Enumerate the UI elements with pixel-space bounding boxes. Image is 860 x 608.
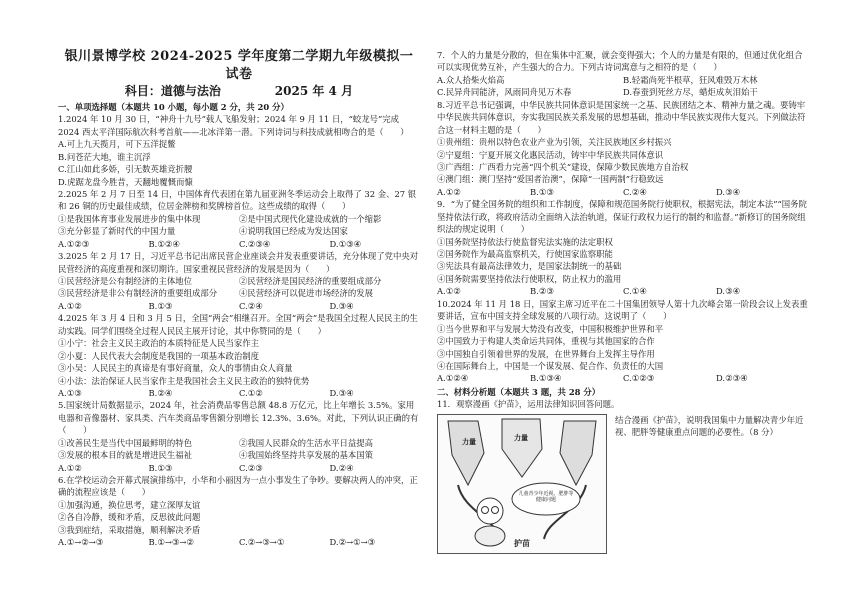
question-item	[58, 399, 420, 474]
exam-title: 银川景博学校 2024-2025 学年度第二学期九年级模拟一试卷	[64, 49, 414, 82]
question-stem: 9．“为了健全国务院的组织和工作制度，保障和规范国务院行使职权，根据宪法，制定本法”“国务院坚持依法行政，将政府活动全面纳入法治轨道，保证行政权力运行的制约和监督。”新修订的国务院组织法的规定说明（ ）	[437, 199, 807, 235]
option-item: ②我国人民群众的生活水平日益提高	[239, 437, 373, 448]
answer-choice: A.①②	[58, 462, 82, 473]
option-item: ③宪法具有最高法律效力，是国家法制统一的基础	[437, 261, 622, 272]
option-item: ④民营经济可以促进市场经济的发展	[239, 288, 373, 299]
option-item: ③小吴：人民民主的真谛是有事好商量，众人的事情由众人商量	[58, 363, 293, 374]
hand-middle-icon	[502, 419, 542, 477]
answer-choice: C.②④	[623, 186, 647, 197]
question-item	[437, 198, 809, 298]
question-item	[58, 312, 420, 399]
question-stem: 1.2024 年 10 月 30 日，“神舟十九号”载人飞船发射；2024 年 9 月 11 日，“蛟龙号”完成 2024 西太平洋国际航次科考首航——北冰洋第一潜。下列诗词与科技成就相吻合的是（ ）	[58, 114, 409, 137]
hand-label: 力量	[462, 436, 476, 446]
option-item: ③充分彰显了新时代的中国力量	[58, 226, 176, 237]
answer-choices	[58, 238, 420, 250]
answer-choice: B.②④	[148, 387, 173, 398]
answer-choice: D.②③④	[716, 373, 748, 384]
question-stem: 8.习近平总书记强调，中华民族共同体意识是国家统一之基、民族团结之本、精神力量之魂。要铸牢中华民族共同体意识，夯实我国民族关系发展的思想基础，推动中华民族实现伟大复兴。下列做法符合这一材料主题的是（ ）	[437, 99, 806, 135]
option-item: ②民营经济是国民经济的重要组成部分	[239, 276, 382, 287]
question-item	[58, 474, 420, 549]
answer-choice: B.②③	[530, 286, 554, 297]
question-item	[437, 298, 809, 385]
option-item: ①小宁：社会主义民主政治的本质特征是人民当家作主	[58, 338, 259, 349]
option-list	[58, 213, 420, 238]
option-item: ③中国独自引领着世界的发展，在世界舞台上发挥主导作用	[437, 348, 655, 359]
option-item: ④说明我国已经成为发达国家	[239, 226, 348, 237]
question-stem: 6.在学校运动会开幕式展演排练中，小华和小丽因为一点小事发生了争吵。要解决两人的冲突，正确的流程应该是（ ）	[58, 475, 418, 498]
option-item: D.春蚕到死丝方尽，蜡炬成灰泪始干	[623, 87, 758, 98]
bubble-text: 儿童青少年近视、肥胖等健康问题	[518, 490, 574, 503]
answer-choice: A.①②	[437, 186, 461, 197]
answer-choice: B.①③④	[530, 373, 562, 384]
answer-choice: D.①③④	[329, 238, 362, 249]
answer-choice: C.②④	[239, 300, 263, 311]
answer-choice: C.②③④	[239, 238, 271, 249]
answer-choices	[58, 300, 420, 312]
hand-right-icon	[560, 421, 596, 485]
option-item: ①贵州组：贵州以特色农业产业为引领，关注民族地区乡村振兴	[437, 137, 672, 148]
answer-choice: A.①→②→③	[58, 537, 104, 548]
question-list	[58, 113, 420, 548]
question-stem: 3.2025 年 2 月 17 日，习近平总书记出席民营企业座谈会并发表重要讲话，充分体现了党中央对民营经济的高度重视和深切期许。国家重视民营经济的发展是因为（ ）	[58, 251, 419, 274]
answer-choice: D.③④	[329, 387, 354, 398]
option-item: ④国务院需要坚持依法行使职权，防止权力的滥用	[437, 273, 622, 284]
answer-choices	[58, 462, 420, 474]
exam-date: 2025 年 4 月	[274, 84, 354, 99]
option-list	[58, 437, 420, 462]
option-list	[437, 74, 809, 99]
option-item: C.江山如此多娇，引无数英雄竞折腰	[58, 164, 193, 175]
answer-choice: D.②→①→③	[329, 537, 376, 548]
option-list	[58, 138, 420, 188]
cartoon-image	[437, 414, 607, 554]
option-item: B.轻霜尚死半根草，狂风难毁万木林	[623, 74, 758, 85]
option-item: C.民异舟同能济，风雨同舟见万木春	[437, 87, 572, 98]
question-item	[58, 188, 420, 250]
section-heading: 一、单项选择题（本题共 10 小题，每小题 2 分，共 20 分）	[58, 101, 289, 112]
option-item: ④在国际舞台上，中国是一个谋发展、促合作、负责任的大国	[437, 360, 664, 371]
answer-choice: D.③④	[716, 286, 741, 297]
option-item: A.可上九天揽月，可下五洋捉鳖	[58, 139, 176, 150]
cartoon-caption: 护苗	[514, 537, 530, 548]
option-list	[437, 136, 809, 186]
hand-left-icon	[448, 421, 484, 485]
answer-choice: C.②→③→①	[239, 537, 285, 548]
answer-choice: A.①②	[58, 300, 82, 311]
option-item: ①改善民生是当代中国最鲜明的特色	[58, 437, 192, 448]
question-stem: 10.2024 年 11 月 18 日，国家主席习近平在二十国集团领导人第十九次峰会第一阶段会议上发表重要讲话，宣布中国支持全球发展的八项行动。这说明了（ ）	[437, 298, 808, 322]
cartoon-row	[437, 414, 809, 554]
question-stem: 5.国家统计局数据显示，2024 年，社会消费品零售总额 48.8 万亿元，比上年增长 3.5%。家用电器和音像器材、家具类、汽车类商品零售额分别增长 12.3%、3.6%。对此，下列认识正确的有（ ）	[58, 400, 419, 436]
answer-choice: A.①②	[437, 286, 461, 297]
question-list	[437, 49, 809, 385]
answer-choice: C.②③	[239, 462, 263, 473]
answer-choice: A.①②④	[437, 373, 469, 384]
option-list	[437, 236, 809, 286]
answer-choice: D.②④	[329, 462, 354, 473]
left-column	[58, 40, 420, 549]
option-item: ①国务院坚持依法行使监督宪法实施的法定职权	[437, 236, 613, 247]
answer-choice: C.①④	[623, 286, 647, 297]
option-item: ②国务院作为最高监察机关，行使国家监察职能	[437, 249, 613, 259]
question-item	[58, 113, 420, 188]
child-head-icon	[477, 498, 503, 524]
option-item: ③广西组：广西看力完善“四个机关”建设，保障少数民族地方自治权	[437, 161, 689, 172]
option-list	[58, 499, 420, 536]
answer-choice: B.①③	[148, 462, 173, 473]
answer-choice: B.①→③→②	[148, 537, 194, 548]
answer-choice: A.①②③	[58, 238, 90, 249]
option-list	[437, 323, 809, 373]
option-item: ③我到症结，采取措施，顺利解决矛盾	[58, 524, 201, 535]
answer-choice: B.①③	[530, 186, 554, 197]
question-task: 结合漫画《护苗》，说明我国集中力量解决青少年近视、肥胖等健康重点问题的必要性。（8 分）	[615, 414, 804, 438]
exam-subtitle	[58, 83, 420, 100]
answer-choice: D.③④	[329, 300, 354, 311]
answer-choices	[437, 372, 809, 384]
option-item: ①加强沟通，换位思考，建立深厚友谊	[58, 499, 201, 510]
option-item: ③民营经济是非公有制经济的重要组成部分	[58, 288, 218, 299]
option-item: ②小夏：人民代表大会制度是我国的一项基本政治制度	[58, 350, 259, 361]
question-stem: 11．观察漫画《护苗》，运用法律知识回答问题。	[437, 399, 620, 410]
option-item: D.虎踞龙盘今胜昔，天翻地覆慨而慷	[58, 176, 193, 187]
question-item	[58, 250, 420, 312]
hand-label: 力量	[514, 432, 528, 442]
question-11	[437, 398, 809, 553]
option-item: ④我国始终坚持共享发展的基本国策	[239, 450, 373, 461]
option-list	[58, 275, 420, 300]
question-item	[437, 99, 809, 199]
subject-label: 科目：道德与法治	[124, 84, 221, 99]
answer-choices	[58, 536, 420, 548]
section-heading: 二、材料分析题（本题共 3 题，共 28 分）	[437, 386, 601, 397]
answer-choices	[437, 285, 809, 297]
answer-choice: C.①②③	[623, 373, 655, 384]
option-item: A.众人拾柴火焰高	[437, 74, 505, 85]
answer-choice: C.①②	[239, 387, 263, 398]
option-item: B.问苍茫大地，谁主沉浮	[58, 151, 151, 162]
question-stem: 4.2025 年 3 月 4 日和 3 月 5 日，全国“两会”相继召开。全国“两会”是我国全过程人民民主的生动实践。同学们围绕全过程人民民主展开讨论，其中你赞同的是（ ）	[58, 313, 418, 336]
answer-choices	[58, 387, 420, 399]
option-list	[58, 337, 420, 387]
option-item: ②是中国式现代化建设成就的一个缩影	[239, 213, 382, 224]
answer-choice: B.①②④	[148, 238, 180, 249]
question-stem: 7．个人的力量是分散的，但在集体中汇聚，就会变得强大；个人的力量是有限的，但通过优化组合可以实现优势互补，产生强大的合力。下列古诗词寓意与之相符的是（ ）	[437, 50, 803, 73]
answer-choices	[437, 186, 809, 198]
option-item: ①是我国体育事业发展进步的集中体现	[58, 213, 201, 224]
option-item: ②中国致力于构建人类命运共同体，重视与其他国家的合作	[437, 336, 655, 347]
option-item: ②宁夏组：宁夏开展文化惠民活动，铸牢中华民族共同体意识	[437, 149, 664, 160]
option-item: ③发展的根本目的就是增进民生福祉	[58, 450, 192, 461]
right-column	[437, 49, 809, 554]
option-item: ②各自冷静，缓和矛盾，反思彼此问题	[58, 512, 201, 523]
option-item: ①当今世界和平与发展大势没有改变，中国积极维护世界和平	[437, 323, 664, 334]
option-item: ①民营经济是公有制经济的主体地位	[58, 276, 192, 287]
question-stem: 2.2025 年 2 月 7 日至 14 日，中国体育代表团在第九届亚洲冬季运动会上取得了 32 金、27 银和 26 铜的历史最佳成绩，位居金牌榜和奖牌榜首位。这些成绩的取得（ ）	[58, 188, 417, 212]
option-item: ④小法：法治保证人民当家作主是我国社会主义民主政治的独特优势	[58, 375, 310, 386]
question-item	[437, 49, 809, 99]
answer-choice: B.①③	[148, 300, 173, 311]
option-item: ④澳门组：澳门坚持“爱国者治澳”，保障“一国两制”行稳致远	[437, 174, 664, 185]
answer-choice: A.①③	[58, 387, 82, 398]
answer-choice: D.③④	[716, 186, 741, 197]
